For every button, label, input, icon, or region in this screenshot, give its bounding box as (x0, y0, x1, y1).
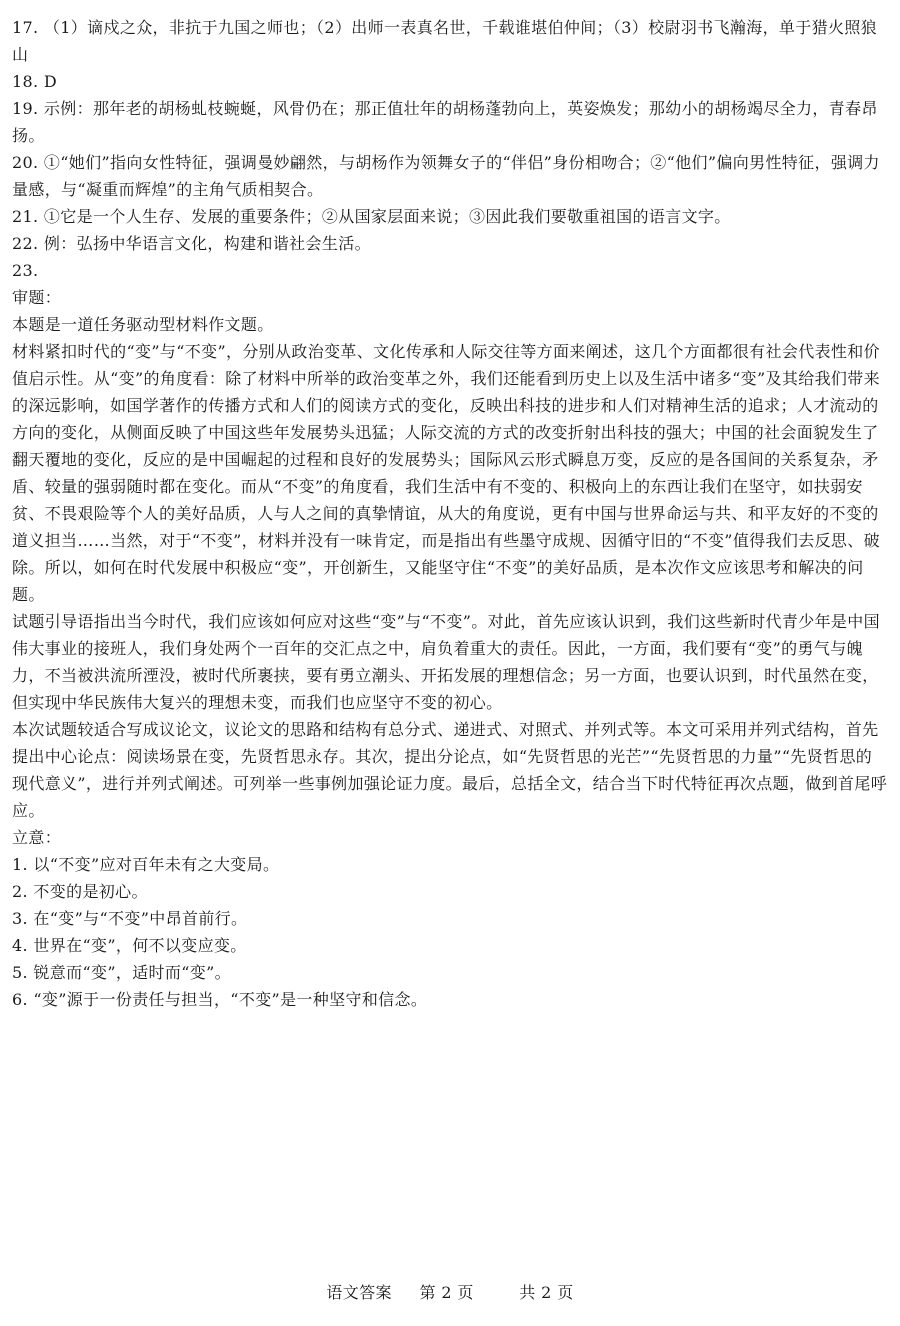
answer-23-heading: 23. (12, 261, 39, 280)
thesis-item: 6. “变”源于一份责任与担当，“不变”是一种坚守和信念。 (12, 990, 428, 1009)
thesis-item: 2. 不变的是初心。 (12, 882, 148, 901)
thesis-heading: 立意： (12, 828, 62, 847)
analysis-paragraph-structure: 本次试题较适合写成议论文，议论文的思路和结构有总分式、递进式、对照式、并列式等。本文可采用并列式结构，首先提出中心论点：阅读场景在变，先贤哲思永存。其次，提出分论点，如“先贤哲思的光芒”“先贤哲思的力量”“先贤哲思的现代意义”，进行并列式阐述。可列举一些事例加强论证力度。最后，总括全文，结合当下时代特征再次点题，做到首尾呼应。 (12, 720, 888, 820)
answer-19: 19. 示例：那年老的胡杨虬枝蜿蜒，风骨仍在；那正值壮年的胡杨蓬勃向上，英姿焕发；那幼小的胡杨竭尽全力，青春昂扬。 (12, 99, 878, 145)
footer-subject: 语文答案 (326, 1283, 392, 1302)
answer-content (12, 14, 888, 1013)
analysis-paragraph-guidance: 试题引导语指出当今时代，我们应该如何应对这些“变”与“不变”。对此，首先应该认识到，我们这些新时代青少年是中国伟大事业的接班人，我们身处两个一百年的交汇点之中，肩负着重大的责任。因此，一方面，我们要有“变”的勇气与魄力，不当被洪流所湮没，被时代所裹挟，要有勇立潮头、开拓发展的理想信念；另一方面，也要认识到，时代虽然在变，但实现中华民族伟大复兴的理想未变，而我们也应坚守不变的初心。 (12, 612, 880, 712)
answer-22: 22. 例：弘扬中华语言文化，构建和谐社会生活。 (12, 234, 371, 253)
answer-21: 21. ①它是一个人生存、发展的重要条件；②从国家层面来说；③因此我们要敬重祖国的语言文字。 (12, 207, 731, 226)
analysis-paragraph-material: 材料紧扣时代的“变”与“不变”，分别从政治变革、文化传承和人际交往等方面来阐述，这几个方面都很有社会代表性和价值启示性。从“变”的角度看：除了材料中所举的政治变革之外，我们还能看到历史上以及生活中诸多“变”及其给我们带来的深远影响，如国学著作的传播方式和人们的阅读方式的变化，反映出科技的进步和人们对精神生活的追求；人才流动的方向的变化，从侧面反映了中国这些年发展势头迅猛；人际交流的方式的改变折射出科技的强大；中国的社会面貌发生了翻天覆地的变化，反应的是中国崛起的过程和良好的发展势头；国际风云形式瞬息万变，反应的是各国间的关系复杂，矛盾、较量的强弱随时都在变化。而从“不变”的角度看，我们生活中有不变的、积极向上的东西让我们在坚守，如扶弱安贫、不畏艰险等个人的美好品质，人与人之间的真挚情谊，从大的角度说，更有中国与世界命运与共、和平友好的不变的道义担当……当然，对于“不变”，材料并没有一味肯定，而是指出有些墨守成规、因循守旧的“不变”值得我们去反思、破除。所以，如何在时代发展中积极应“变”，开创新生，又能坚守住“不变”的美好品质，是本次作文应该思考和解决的问题。 (12, 342, 880, 604)
analysis-intro: 本题是一道任务驱动型材料作文题。 (12, 315, 274, 334)
thesis-item: 1. 以“不变”应对百年未有之大变局。 (12, 855, 280, 874)
answer-18: 18. D (12, 72, 58, 91)
answer-20: 20. ①“她们”指向女性特征，强调曼妙翩然，与胡杨作为领舞女子的“伴侣”身份相吻合；②“他们”偏向男性特征，强调力量感，与“凝重而辉煌”的主角气质相契合。 (12, 153, 880, 199)
answer-17: 17. （1）谪戍之众，非抗于九国之师也；（2）出师一表真名世，千载谁堪伯仲间；（3）校尉羽书飞瀚海，单于猎火照狼山 (12, 18, 878, 64)
footer-page-number: 第 2 页 (419, 1283, 474, 1302)
thesis-item: 3. 在“变”与“不变”中昂首前行。 (12, 909, 248, 928)
footer-total-pages: 共 2 页 (519, 1283, 574, 1302)
page-footer (0, 1281, 900, 1305)
analysis-heading: 审题： (12, 288, 62, 307)
thesis-item: 4. 世界在“变”，何不以变应变。 (12, 936, 247, 955)
thesis-item: 5. 锐意而“变”，适时而“变”。 (12, 963, 232, 982)
